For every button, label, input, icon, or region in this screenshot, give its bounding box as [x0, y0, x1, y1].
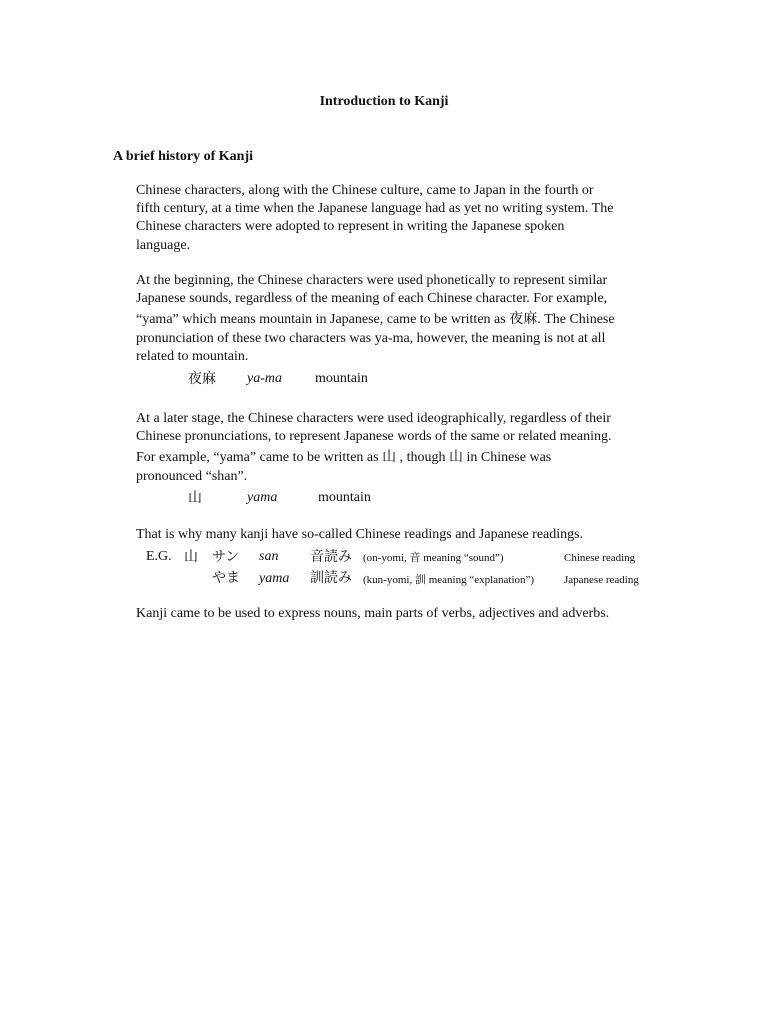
kanji-kun: 訓: [414, 573, 426, 586]
paragraph-kanji-usage: [136, 605, 666, 623]
paragraph-history-intro: [136, 182, 666, 255]
text-line: pronounced “shan”.: [136, 468, 248, 484]
text-line: Chinese characters were adopted to represent in writing the Japanese spoken: [136, 219, 565, 235]
text-fragment: meaning “sound”): [420, 552, 504, 564]
kanji-yama-phonetic: 夜麻: [509, 311, 538, 328]
eg-kun-note: [363, 571, 534, 589]
paragraph-ideographic-use: [136, 410, 666, 486]
paragraph-phonetic-use: [136, 272, 666, 366]
eg-kun-kana: やま: [212, 570, 240, 586]
kanji-on: 音: [409, 551, 421, 564]
text-line: Chinese characters, along with the Chinese culture, came to Japan in the fourth or: [136, 183, 594, 198]
text-line: At the beginning, the Chinese characters were used phonetically to represent similar: [136, 273, 608, 288]
text-line: Kanji came to be used to express nouns, main parts of verbs, adjectives and adverbs.: [136, 606, 610, 621]
example-kanji: 夜麻: [188, 371, 216, 387]
eg-kanji: 山: [184, 549, 198, 565]
text-line: That is why many kanji have so-called Chinese readings and Japanese readings.: [136, 527, 584, 542]
text-line: fifth century, at a time when the Japanese language had as yet no writing system. The: [136, 201, 614, 217]
kanji-yama: 山: [448, 449, 463, 466]
eg-on-note: [363, 549, 504, 567]
text-fragment: (on-yomi,: [363, 552, 410, 564]
text-fragment: . The Chinese: [537, 312, 615, 328]
text-fragment: , though: [396, 450, 449, 466]
text-line: related to mountain.: [136, 348, 249, 364]
text-fragment: For example, “yama” came to be written as: [136, 450, 383, 466]
text-line: Chinese pronunciations, to represent Japanese words of the same or related meaning.: [136, 429, 612, 445]
eg-kun-label: Japanese reading: [564, 574, 639, 586]
paragraph-readings: [136, 526, 666, 544]
text-line: [136, 310, 666, 329]
text-fragment: “yama” which means mountain in Japanese, came to be written as: [136, 312, 510, 328]
eg-on-romaji: san: [259, 549, 279, 564]
text-line: At a later stage, the Chinese characters were used ideographically, regardless of their: [136, 411, 611, 426]
document-title: Introduction to Kanji: [319, 94, 449, 109]
text-line: pronunciation of these two characters was ya-ma, however, the meaning is not at all: [136, 330, 606, 346]
text-fragment: meaning “explanation”): [425, 574, 535, 586]
text-line: language.: [136, 237, 191, 253]
text-fragment: (kun-yomi,: [363, 574, 415, 586]
kanji-yama: 山: [382, 449, 397, 466]
eg-on-kana: サン: [212, 549, 240, 565]
example-reading: yama: [247, 490, 278, 505]
eg-prefix: E.G.: [146, 549, 172, 564]
eg-on-label: Chinese reading: [564, 552, 636, 564]
example-kanji: 山: [188, 490, 202, 506]
example-meaning: mountain: [318, 490, 371, 505]
text-line: Japanese sounds, regardless of the meaning of each Chinese character. For example,: [136, 291, 608, 307]
example-reading: ya-ma: [247, 371, 282, 386]
example-meaning: mountain: [315, 371, 368, 386]
eg-on-term: 音読み: [310, 549, 352, 565]
section-heading: A brief history of Kanji: [113, 149, 253, 164]
eg-kun-term: 訓読み: [310, 570, 352, 586]
text-line: [136, 448, 666, 467]
text-fragment: in Chinese was: [462, 450, 552, 466]
eg-kun-romaji: yama: [259, 571, 290, 586]
